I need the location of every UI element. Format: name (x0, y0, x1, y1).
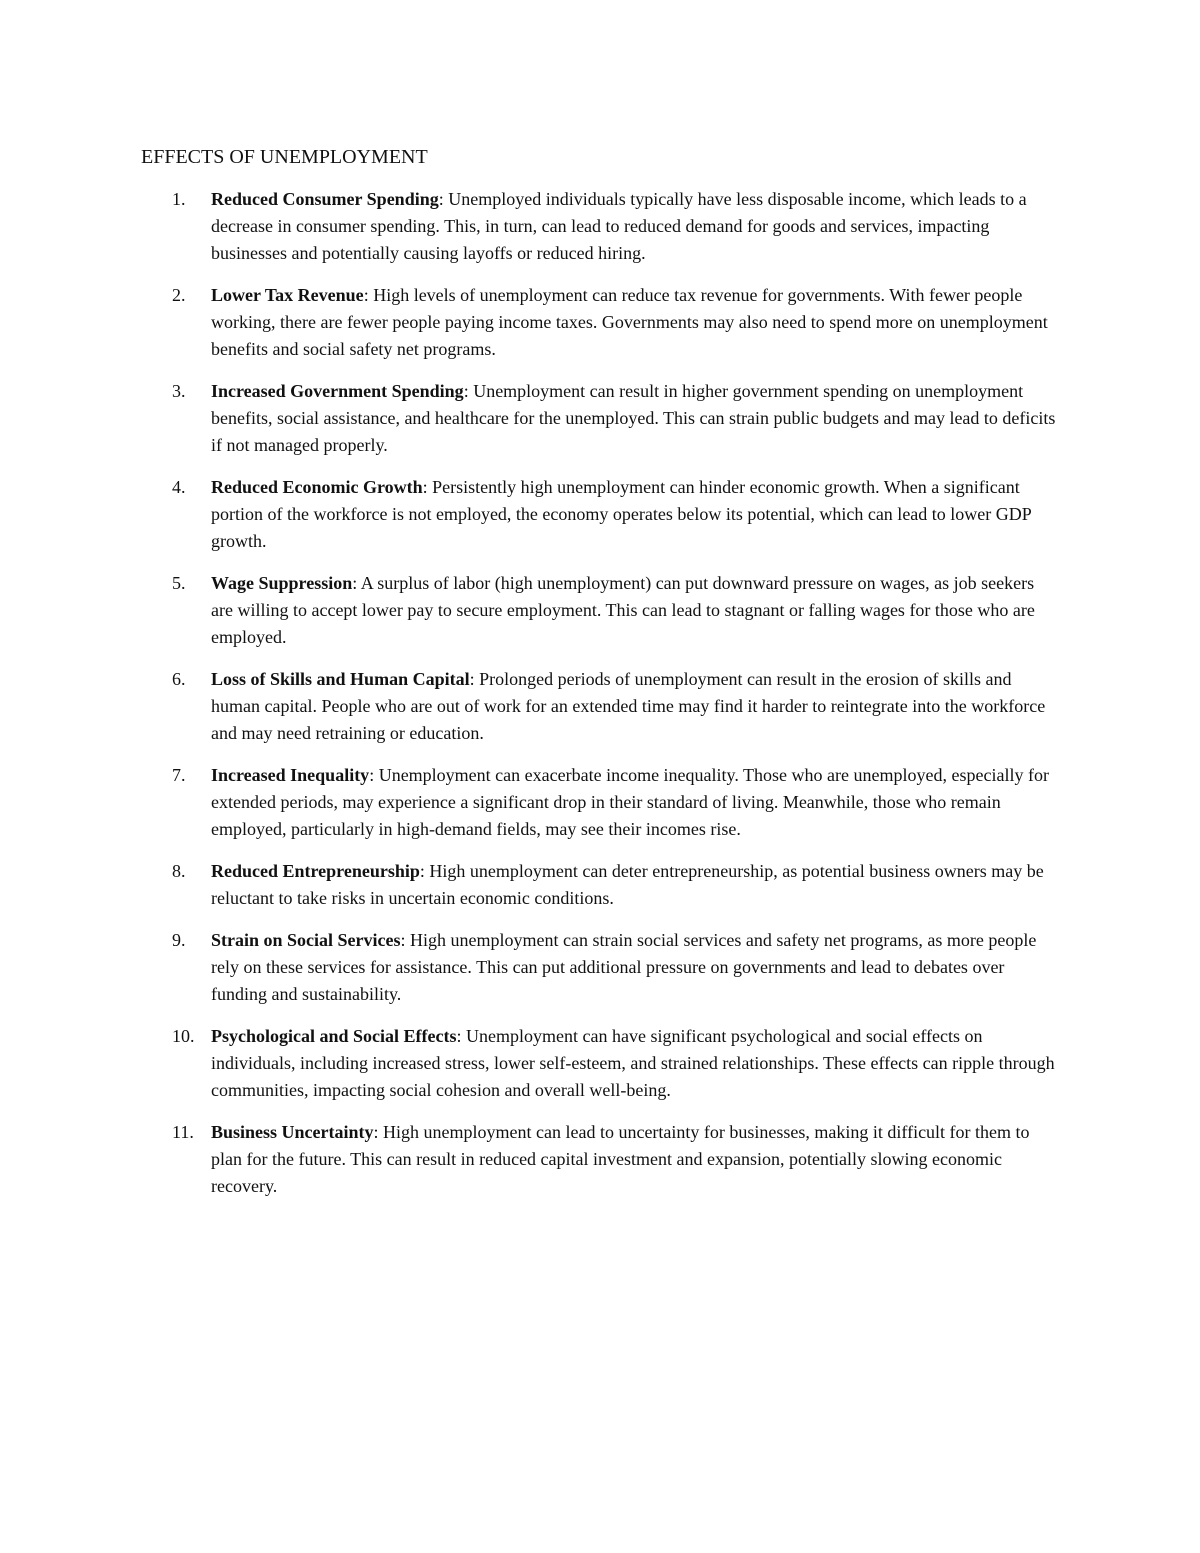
list-item-text (211, 1023, 1056, 1104)
list-item-term: Reduced Entrepreneurship (211, 861, 420, 881)
list-item-number: 7. (172, 765, 186, 785)
list-item-term: Increased Government Spending (211, 381, 464, 401)
list-item-number: 4. (172, 477, 186, 497)
list-item (0, 570, 1200, 651)
list-item-description: : High unemployment can lead to uncertainty for businesses, making it difficult for them to plan for the future. This can result in reduced capital investment and expansion, potentially slowing economic recovery. (211, 1122, 1030, 1196)
list-item-number: 6. (172, 669, 186, 689)
list-item-number: 10. (172, 1026, 195, 1046)
list-item (0, 474, 1200, 555)
list-item-term: Business Uncertainty (211, 1122, 374, 1142)
list-item-term: Increased Inequality (211, 765, 370, 785)
list-item (0, 762, 1200, 843)
effects-list (0, 186, 1200, 1215)
list-item (0, 1119, 1200, 1200)
list-item-description: : Unemployment can exacerbate income inequality. Those who are unemployed, especially for extended periods, may experience a significant drop in their standard of living. Meanwhile, those who remain employed, particularly in high-demand fields, may see their incomes rise. (211, 765, 1049, 839)
list-item-description: : Prolonged periods of unemployment can result in the erosion of skills and human capital. People who are out of work for an extended time may find it harder to reintegrate into the workforce and may need retraining or education. (211, 669, 1046, 743)
list-item-text (211, 666, 1056, 747)
list-item-term: Strain on Social Services (211, 930, 401, 950)
list-item-text (211, 762, 1056, 843)
list-item-description: : High unemployment can strain social services and safety net programs, as more people rely on these services for assistance. This can put additional pressure on governments and lead to debates over funding and sustainability. (211, 930, 1037, 1004)
list-item-term: Reduced Consumer Spending (211, 189, 439, 209)
list-item-text (211, 1119, 1056, 1200)
list-item (0, 282, 1200, 363)
list-item-number: 5. (172, 573, 186, 593)
list-item-number: 11. (172, 1122, 194, 1142)
list-item-text (211, 186, 1056, 267)
list-item-term: Loss of Skills and Human Capital (211, 669, 470, 689)
list-item-description: : High levels of unemployment can reduce tax revenue for governments. With fewer people working, there are fewer people paying income taxes. Governments may also need to spend more on unemployment benefits and social safety net programs. (211, 285, 1048, 359)
list-item-text (211, 858, 1056, 912)
list-item-description: : A surplus of labor (high unemployment) can put downward pressure on wages, as job seekers are willing to accept lower pay to secure employment. This can lead to stagnant or falling wages for those who are employed. (211, 573, 1035, 647)
list-item-term: Psychological and Social Effects (211, 1026, 457, 1046)
list-item-description: : Persistently high unemployment can hinder economic growth. When a significant portion of the workforce is not employed, the economy operates below its potential, which can lead to lower GDP growth. (211, 477, 1032, 551)
list-item-description: : Unemployment can have significant psychological and social effects on individuals, including increased stress, lower self-esteem, and strained relationships. These effects can ripple through communities, impacting social cohesion and overall well-being. (211, 1026, 1055, 1100)
list-item (0, 1023, 1200, 1104)
document-title: EFFECTS OF UNEMPLOYMENT (141, 146, 428, 168)
list-item-text (211, 570, 1056, 651)
list-item-term: Lower Tax Revenue (211, 285, 364, 305)
list-item-term: Wage Suppression (211, 573, 353, 593)
list-item-text (211, 378, 1056, 459)
list-item-text (211, 474, 1056, 555)
list-item-text (211, 927, 1056, 1008)
list-item-number: 8. (172, 861, 186, 881)
list-item-description: : Unemployment can result in higher government spending on unemployment benefits, social assistance, and healthcare for the unemployed. This can strain public budgets and may lead to deficits if not managed properly. (211, 381, 1056, 455)
list-item (0, 186, 1200, 267)
list-item-description: : High unemployment can deter entrepreneurship, as potential business owners may be reluctant to take risks in uncertain economic conditions. (211, 861, 1044, 908)
list-item-text (211, 282, 1056, 363)
list-item (0, 666, 1200, 747)
list-item (0, 378, 1200, 459)
list-item-description: : Unemployed individuals typically have less disposable income, which leads to a decrease in consumer spending. This, in turn, can lead to reduced demand for goods and services, impacting businesses and potentially causing layoffs or reduced hiring. (211, 189, 1027, 263)
list-item (0, 927, 1200, 1008)
list-item-number: 2. (172, 285, 186, 305)
list-item-number: 3. (172, 381, 186, 401)
list-item-term: Reduced Economic Growth (211, 477, 423, 497)
list-item (0, 858, 1200, 912)
list-item-number: 1. (172, 189, 186, 209)
list-item-number: 9. (172, 930, 186, 950)
